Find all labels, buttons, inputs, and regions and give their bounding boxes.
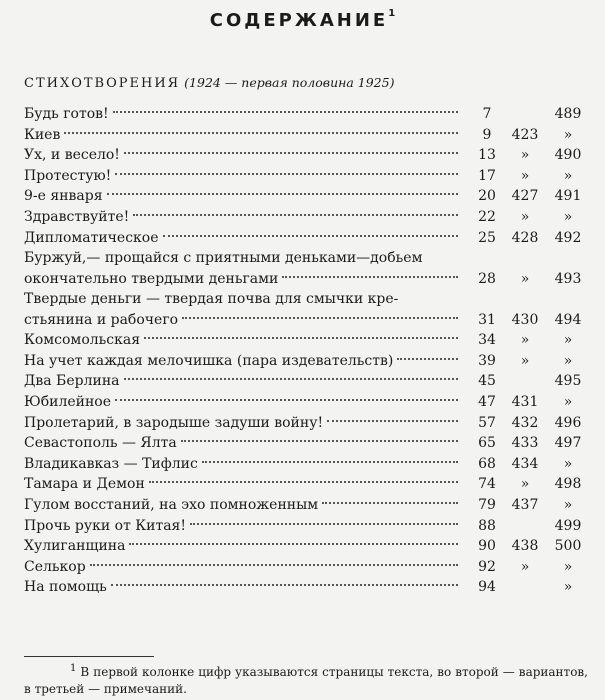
section-heading [24, 75, 394, 91]
entry-title: Ух, и весело! [24, 147, 120, 164]
entry-title: Селькор [24, 558, 86, 575]
toc-entry [24, 536, 588, 557]
text-page-number: 20 [478, 188, 496, 205]
toc-entry [24, 186, 588, 207]
text-page-number: 88 [478, 517, 496, 534]
entry-title: 9-е января [24, 188, 103, 205]
toc-entry [24, 207, 588, 228]
entry-title: Юбилейное [24, 393, 112, 410]
notes-page-number: 489 [554, 106, 582, 122]
section-label: СТИХОТВОРЕНИЯ [24, 76, 181, 91]
dot-leader [64, 132, 458, 134]
notes-page-number: » [563, 332, 573, 349]
entry-title-block [24, 495, 464, 516]
toc-entry [24, 433, 588, 454]
dot-leader [327, 420, 458, 422]
entry-title-block [24, 557, 464, 578]
dot-leader [124, 378, 459, 380]
text-page-number: 34 [478, 332, 496, 349]
notes-page-number: 490 [554, 147, 582, 164]
notes-page-number: 498 [554, 476, 582, 493]
entry-title: Два Берлина [24, 373, 120, 390]
footnote-marker: 1 [388, 8, 396, 19]
notes-page-number: 499 [554, 517, 582, 534]
notes-page-number: » [563, 208, 573, 225]
toc-entry [24, 577, 588, 598]
text-page-number: 39 [478, 352, 496, 369]
variant-page-number: » [520, 476, 530, 493]
entry-title-block [24, 536, 464, 557]
variant-page-number: 433 [511, 435, 539, 452]
toc-entry [24, 289, 588, 330]
variant-page-number: » [520, 352, 530, 369]
text-page-number: 28 [478, 270, 496, 287]
variant-page-number: 430 [511, 311, 539, 328]
text-page-number: 74 [478, 476, 496, 493]
entry-title: Прочь руки от Китая! [24, 517, 186, 534]
variant-page-number: 437 [511, 496, 539, 513]
notes-page-number: » [563, 455, 573, 472]
entry-title: Твердые деньги — твердая почва для смычки кре- [24, 291, 399, 308]
text-page-number: 9 [482, 126, 492, 143]
toc-entry [24, 516, 588, 537]
entry-title-block [24, 166, 464, 187]
text-page-number: 45 [478, 373, 496, 390]
variant-page-number: » [520, 332, 530, 349]
text-page-number: 47 [478, 393, 496, 410]
variant-page-number: » [520, 208, 530, 225]
entry-title-block [24, 413, 464, 434]
variant-page-number: 431 [511, 393, 539, 410]
dot-leader [115, 173, 458, 175]
variant-page-number: 434 [511, 455, 539, 472]
toc-entry [24, 351, 588, 372]
dot-leader [144, 337, 458, 339]
notes-page-number: 493 [554, 270, 582, 287]
toc-entry [24, 557, 588, 578]
toc-entry [24, 166, 588, 187]
entry-title: На помощь [24, 579, 107, 596]
text-page-number: 7 [482, 106, 492, 122]
entry-title: Киев [24, 126, 61, 143]
dot-leader [115, 399, 458, 401]
entry-title: Буржуй,— прощайся с приятными деньками—добьем [24, 250, 423, 267]
table-of-contents [24, 104, 588, 598]
section-date-range: (1924 — первая половина 1925) [184, 75, 395, 90]
entry-title: Дипломатическое [24, 229, 159, 246]
notes-page-number: » [563, 167, 573, 184]
variant-page-number: » [520, 558, 530, 575]
footnote-divider [24, 656, 154, 657]
dot-leader [149, 481, 458, 483]
dot-leader [202, 461, 458, 463]
entry-title: Будь готов! [24, 106, 109, 122]
dot-leader [397, 358, 458, 360]
entry-title: Владикавказ — Тифлис [24, 455, 198, 472]
footnote-text: В первой колонке цифр указываются страницы текста, во второй — вариантов, в третьей — примечаний. [24, 665, 588, 696]
dot-leader [107, 193, 458, 195]
notes-page-number: 494 [554, 311, 582, 328]
page-title [0, 10, 605, 31]
dot-leader [181, 440, 458, 442]
entry-title-block [24, 228, 464, 249]
entry-title-continued: окончательно твердыми деньгами [24, 270, 279, 287]
dot-leader [322, 502, 458, 504]
entry-title: На учет каждая мелочишка (пара издевательств) [24, 352, 394, 369]
entry-title-continued: стьянина и рабочего [24, 311, 179, 328]
dot-leader [111, 584, 458, 586]
text-page-number: 65 [478, 435, 496, 452]
variant-page-number: 428 [511, 229, 539, 246]
toc-entry [24, 474, 588, 495]
notes-page-number: 495 [554, 373, 582, 390]
notes-page-number: » [563, 579, 573, 596]
entry-title-block [24, 186, 464, 207]
variant-page-number: 423 [511, 126, 539, 143]
footnote-number: 1 [70, 663, 77, 674]
notes-page-number: » [563, 496, 573, 513]
entry-title: Гулом восстаний, на эхо помноженным [24, 496, 319, 513]
entry-title-block [24, 351, 464, 372]
variant-page-number: 427 [511, 188, 539, 205]
variant-page-number: » [520, 147, 530, 164]
entry-title: Хулиганщина [24, 538, 126, 555]
dot-leader [124, 152, 458, 154]
footnote [24, 660, 588, 698]
notes-page-number: » [563, 126, 573, 143]
entry-title: Пролетарий, в зародыше задуши войну! [24, 414, 324, 431]
toc-entry [24, 330, 588, 351]
toc-entry [24, 371, 588, 392]
notes-page-number: 500 [554, 538, 582, 555]
entry-title: Севастополь — Ялта [24, 435, 177, 452]
dot-leader [129, 543, 458, 545]
text-page-number: 57 [478, 414, 496, 431]
notes-page-number: » [563, 352, 573, 369]
notes-page-number: 492 [554, 229, 582, 246]
dot-leader [90, 564, 458, 566]
text-page-number: 94 [478, 579, 496, 596]
title-text: СОДЕРЖАНИЕ [209, 10, 389, 31]
notes-page-number: » [563, 393, 573, 410]
entry-title-block [24, 392, 464, 413]
variant-page-number: 432 [511, 414, 539, 431]
dot-leader [182, 317, 458, 319]
toc-entry [24, 248, 588, 289]
dot-leader [163, 235, 458, 237]
toc-entry [24, 104, 588, 125]
entry-title: Протестую! [24, 167, 112, 184]
notes-page-number: » [563, 558, 573, 575]
entry-title-block [24, 474, 464, 495]
entry-title-block [24, 330, 464, 351]
entry-title-block [24, 516, 464, 537]
entry-title-block [24, 577, 464, 598]
dot-leader [113, 111, 458, 113]
variant-page-number: » [520, 167, 530, 184]
entry-title-block [24, 371, 464, 392]
toc-entry [24, 228, 588, 249]
toc-entry [24, 495, 588, 516]
entry-title-block [24, 248, 464, 289]
entry-title-block [24, 125, 464, 146]
entry-title-block [24, 433, 464, 454]
text-page-number: 79 [478, 496, 496, 513]
entry-title-block [24, 145, 464, 166]
text-page-number: 68 [478, 455, 496, 472]
notes-page-number: 491 [554, 188, 582, 205]
toc-entry [24, 145, 588, 166]
toc-entry [24, 413, 588, 434]
notes-page-number: 497 [554, 435, 582, 452]
text-page-number: 90 [478, 538, 496, 555]
text-page-number: 13 [478, 147, 496, 164]
entry-title: Тамара и Демон [24, 476, 145, 493]
dot-leader [282, 276, 458, 278]
text-page-number: 25 [478, 229, 496, 246]
text-page-number: 22 [478, 208, 496, 225]
entry-title: Комсомольская [24, 332, 141, 349]
entry-title-block [24, 454, 464, 475]
entry-title-block [24, 289, 464, 330]
dot-leader [190, 523, 458, 525]
entry-title-block [24, 104, 464, 125]
dot-leader [133, 214, 458, 216]
text-page-number: 92 [478, 558, 496, 575]
toc-entry [24, 125, 588, 146]
variant-page-number: 438 [511, 538, 539, 555]
toc-entry [24, 454, 588, 475]
variant-page-number: » [520, 270, 530, 287]
text-page-number: 17 [478, 167, 496, 184]
toc-entry [24, 392, 588, 413]
notes-page-number: 496 [554, 414, 582, 431]
text-page-number: 31 [478, 311, 496, 328]
entry-title: Здравствуйте! [24, 208, 130, 225]
entry-title-block [24, 207, 464, 228]
